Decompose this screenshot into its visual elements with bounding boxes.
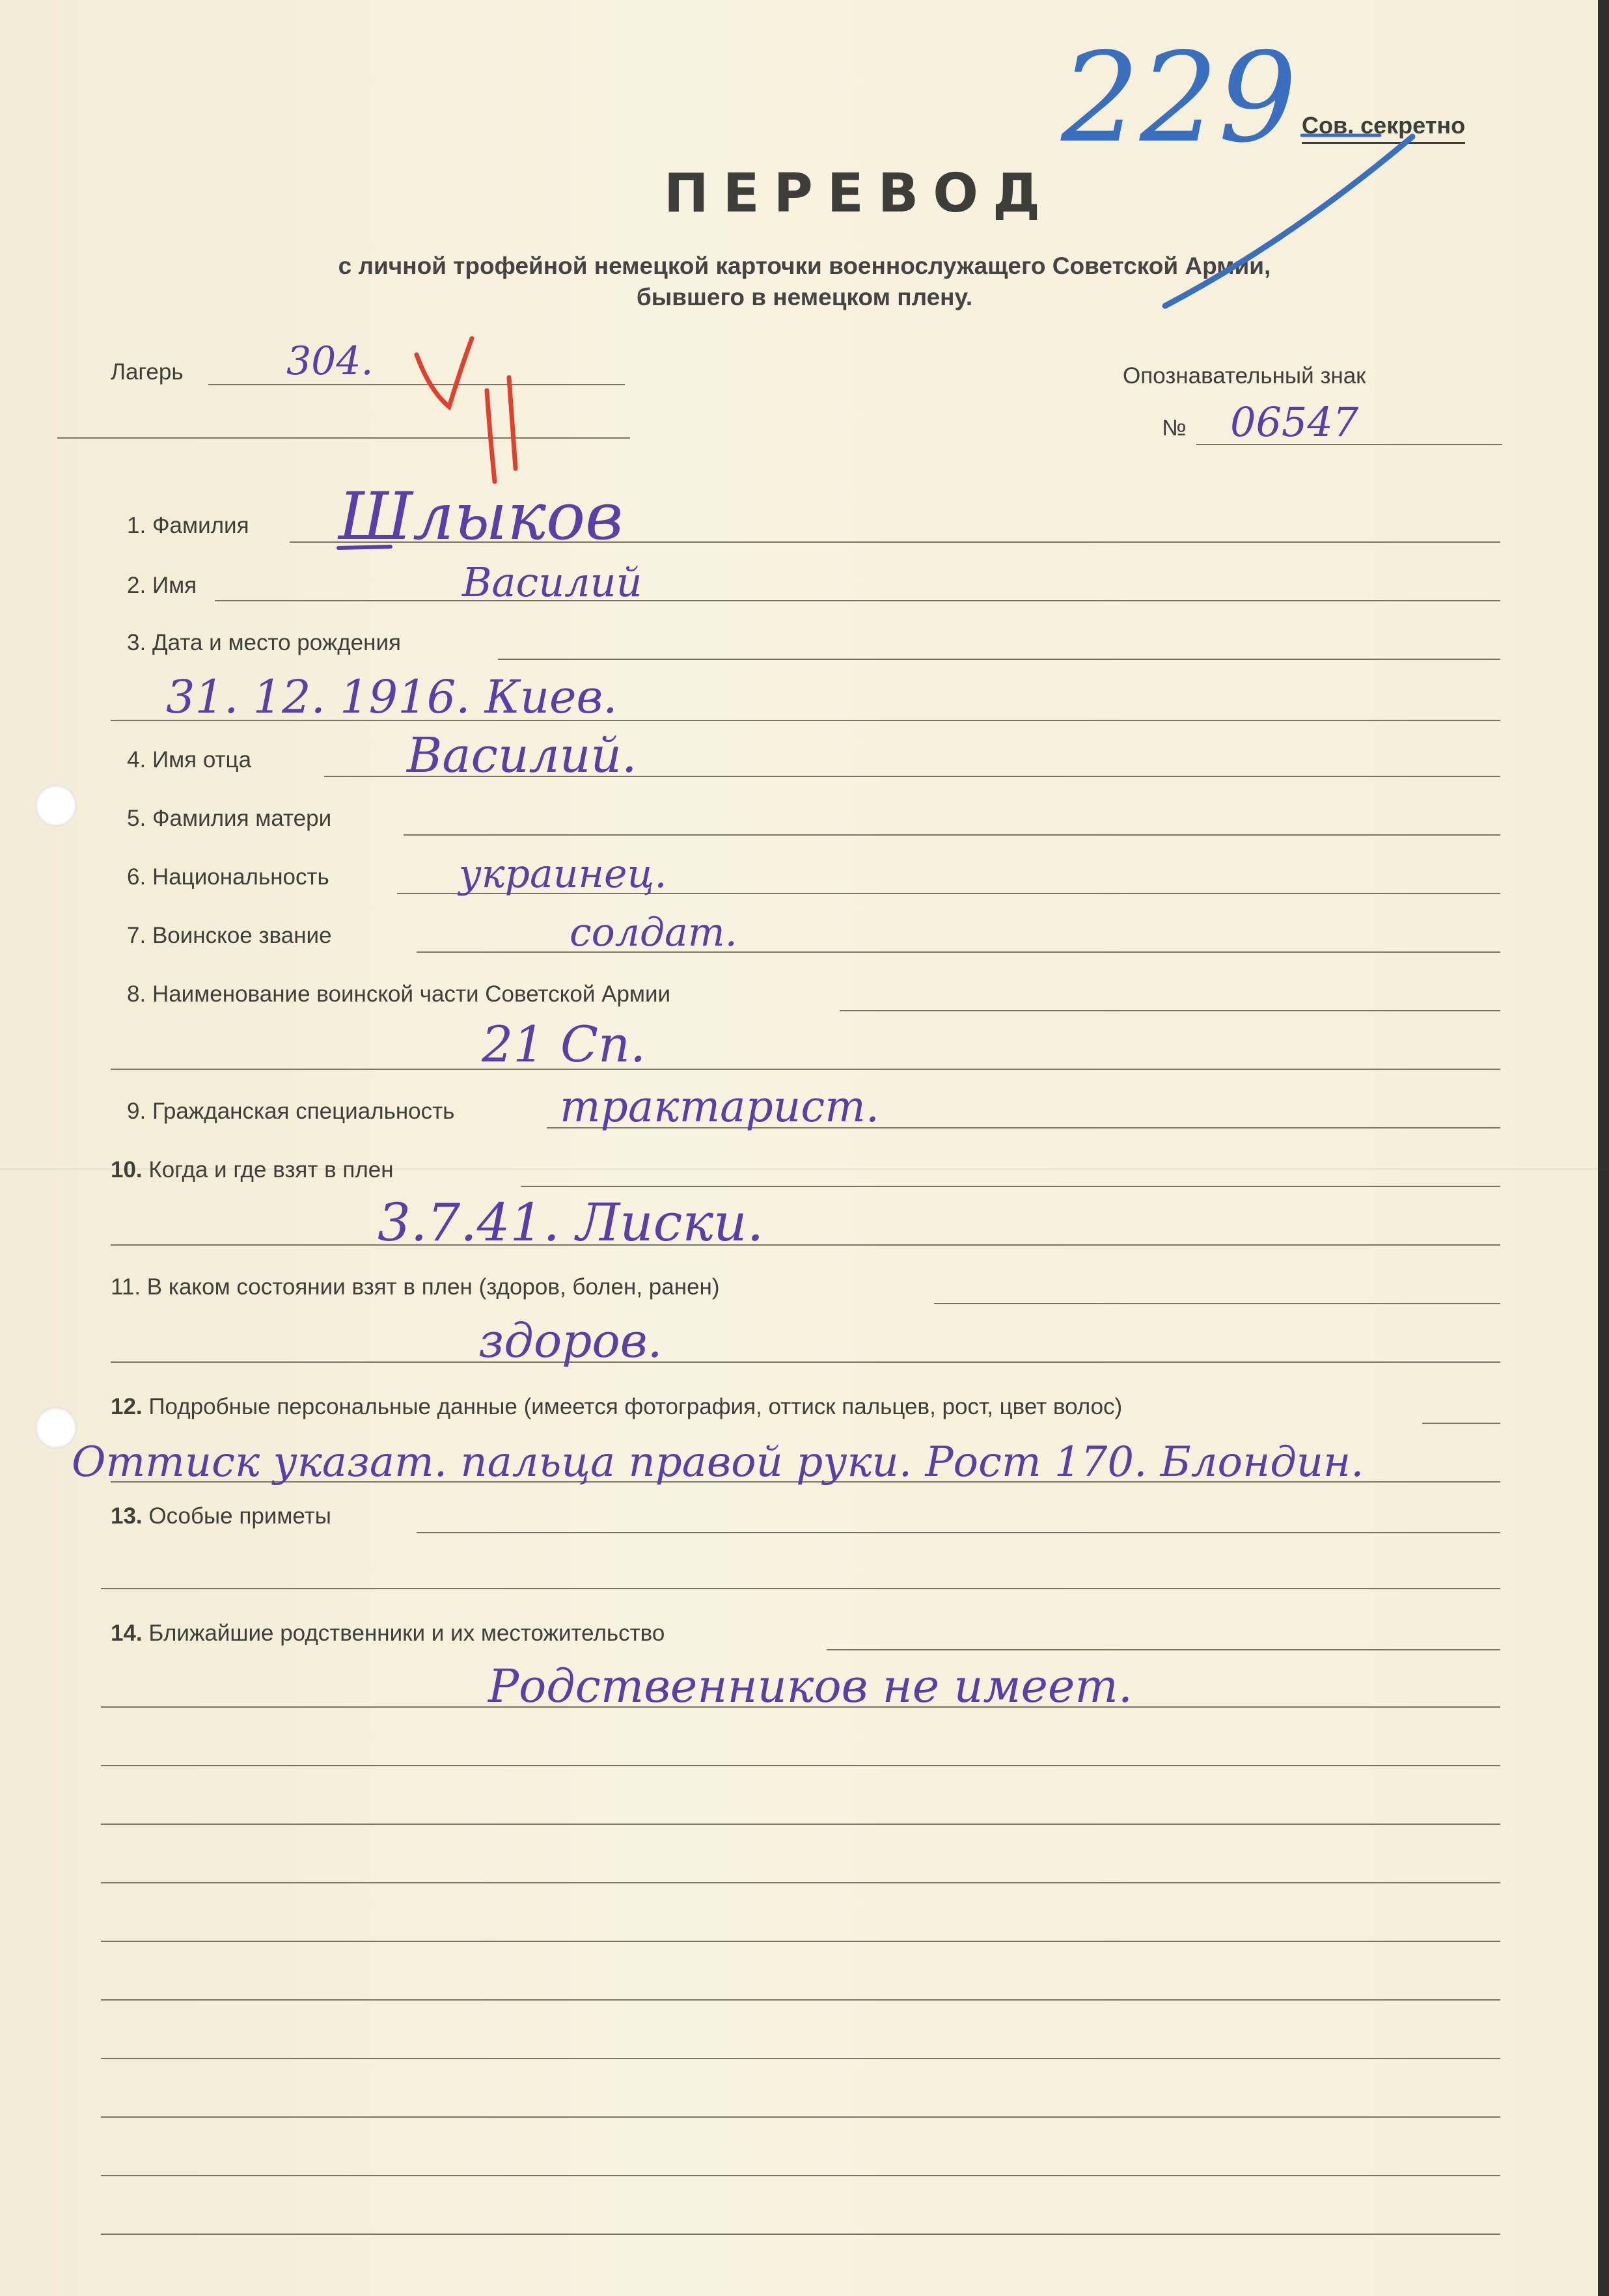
subtitle-line-2: бывшего в немецком плену. [636, 284, 973, 310]
red-check-mark [417, 338, 472, 407]
field-5-text: Фамилия матери [152, 806, 332, 831]
red-tally-mark [487, 390, 495, 482]
field-11-value: здоров. [478, 1313, 663, 1368]
field-1-num: 1. [127, 513, 146, 538]
field-10-text: Когда и где взят в плен [148, 1157, 394, 1182]
field-1-text: Фамилия [152, 513, 249, 538]
field-6-text: Национальность [152, 864, 329, 890]
field-6-value: украинец. [459, 851, 667, 897]
field-2-text: Имя [152, 573, 197, 598]
document-title: ПЕРЕВОД [664, 163, 1054, 225]
field-3-text: Дата и место рождения [152, 630, 401, 655]
field-10-num: 10. [111, 1157, 143, 1182]
field-8-num: 8. [127, 981, 146, 1007]
field-13-num: 13. [111, 1503, 143, 1529]
field-8-text: Наименование воинской части Советской Армии [152, 981, 671, 1007]
field-3-value: 31. 12. 1916. Киев. [166, 670, 618, 724]
field-4-value: Василий. [407, 728, 637, 784]
field-14-num: 14. [111, 1620, 143, 1646]
field-14-value: Родственников не имеет. [488, 1660, 1133, 1713]
field-9-text: Гражданская специальность [152, 1099, 455, 1124]
field-5-num: 5. [127, 806, 146, 831]
field-9-value: трактарист. [560, 1082, 879, 1132]
field-8-value: 21 Сп. [482, 1015, 646, 1073]
field-1-value: Шлыков [338, 478, 624, 554]
classification-stamp: Сов. секретно [1302, 112, 1465, 144]
id-tag-label: Опознавательный знак [1123, 363, 1366, 389]
field-11-text: В каком состоянии взят в плен (здоров, болен, ранен) [146, 1274, 720, 1300]
field-10-value: 3.7.41. Лиски. [378, 1192, 764, 1253]
field-9-num: 9. [127, 1099, 146, 1124]
field-12-value: Оттиск указат. пальца правой руки. Рост 170. Блондин. [72, 1438, 1364, 1486]
violet-underline-mark [338, 547, 391, 548]
field-13-text: Особые приметы [148, 1503, 331, 1529]
field-2-value: Василий [462, 558, 642, 606]
field-7-text: Воинское звание [152, 923, 332, 948]
id-tag-value: 06547 [1230, 398, 1359, 446]
subtitle-line-1: с личной трофейной немецкой карточки военнослужащего Советской Армии, [338, 253, 1271, 279]
field-14-text: Ближайшие родственники и их местожительство [148, 1620, 665, 1646]
field-4-text: Имя отца [152, 747, 252, 772]
field-2-num: 2. [127, 573, 146, 598]
field-7-value: солдат. [570, 910, 737, 955]
camp-label: Лагерь [111, 359, 184, 385]
field-3-num: 3. [127, 630, 146, 655]
blue-slash-mark [1165, 137, 1412, 306]
field-11-num: 11. [111, 1274, 141, 1300]
red-tally-mark [509, 377, 516, 469]
id-tag-number-sign: № [1162, 415, 1187, 441]
field-6-num: 6. [127, 864, 146, 890]
camp-value: 304. [286, 338, 374, 384]
field-4-num: 4. [127, 747, 146, 772]
field-7-num: 7. [127, 923, 146, 948]
field-12-text: Подробные персональные данные (имеется фотография, оттиск пальцев, рост, цвет волос) [148, 1394, 1123, 1419]
archive-number: 229 [1061, 26, 1297, 170]
field-12-num: 12. [111, 1394, 143, 1419]
